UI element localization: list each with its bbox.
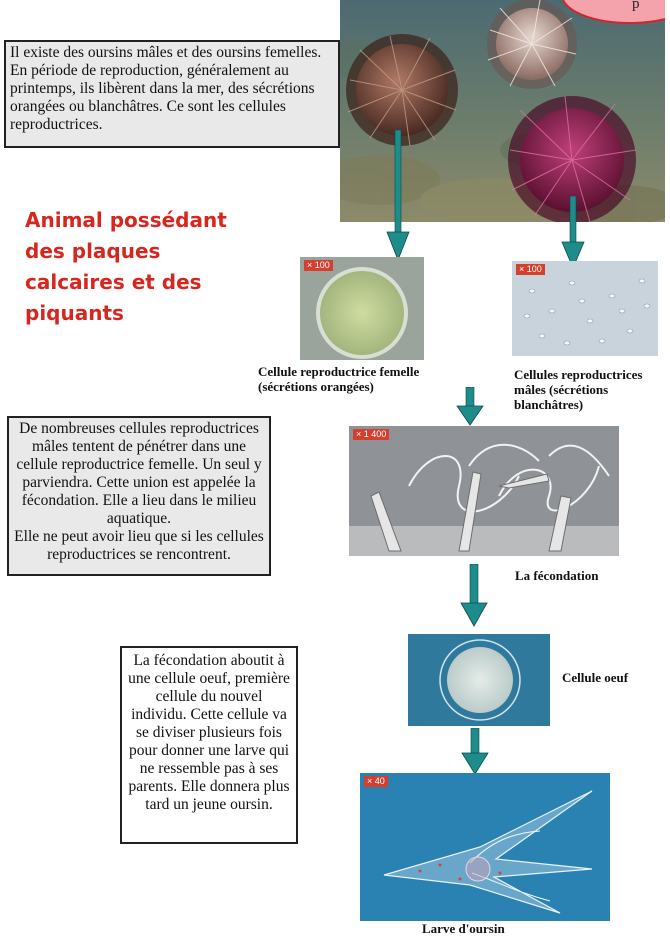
fertilization-text-box: [7, 416, 271, 576]
intro-text: Il existe des oursins mâles et des oursins femelles. En période de reproduction, généralement au printemps, ils libèrent dans la mer, des sécrétions orangées ou blanchâtres. Ce sont les cellules reproductrices.: [10, 44, 322, 133]
female-cell-caption: Cellule reproductrice femelle (sécrétions orangées): [258, 364, 420, 394]
heading-line-3: calcaires et des: [25, 270, 202, 294]
female-cell-photo: [300, 257, 424, 360]
sperm-cells-illustration: [512, 261, 658, 356]
larva-magnification: × 40: [364, 776, 388, 787]
female-magnification: × 100: [304, 260, 333, 271]
male-magnification: × 100: [516, 264, 545, 275]
intro-text-box: [4, 40, 340, 148]
pale-urchin: [487, 0, 577, 89]
egg-caption: Cellule oeuf: [562, 670, 629, 685]
egg-cell-drawing: [408, 634, 550, 726]
egg-cell-illustration: [300, 257, 424, 360]
larva-photo: [360, 773, 610, 921]
egg-cell-photo: [408, 634, 550, 726]
animal-heading: [25, 205, 227, 329]
fertilization-photo: [349, 426, 619, 556]
fertilization-magnification: × 1 400: [353, 429, 389, 440]
fertilization-caption: La fécondation: [515, 568, 599, 583]
egg-text: La fécondation aboutit à une cellule oeuf, première cellule du nouvel individu. Cette cellule va se diviser plusieurs fois pour donner une larve qui ne ressemble pas à ses parents. Elle donnera plus tard un jeune oursin.: [128, 652, 290, 813]
fertilization-text: De nombreuses cellules reproductrices mâles tentent de pénétrer dans une cellule reproductrice femelle. Un seul y parviendra. Cette union est appelée la fécondation. Elle a lieu dans le milieu aquatique.: [16, 420, 262, 527]
larva-illustration: [360, 773, 610, 921]
heading-line-2: des plaques: [25, 239, 161, 263]
male-cells-photo: [512, 261, 658, 356]
larva-caption: Larve d'oursin: [422, 921, 505, 936]
arrow-male-down: [561, 196, 585, 270]
arrow-female-down: [386, 130, 410, 262]
heading-line-1: Animal possédant: [25, 208, 227, 232]
egg-text-box: [120, 646, 298, 844]
heading-line-4: piquants: [25, 301, 124, 325]
fertilization-text-2: Elle ne peut avoir lieu que si les cellules reproductrices se rencontrent.: [14, 528, 264, 563]
arrow-to-fertilization: [456, 387, 484, 427]
fertilization-illustration: [349, 426, 619, 556]
arrow-to-egg: [460, 564, 488, 628]
arrow-to-larva: [461, 728, 489, 776]
male-cells-caption: Cellules reproductrices mâles (sécrétions blanchâtres): [514, 367, 643, 412]
badge-fragment: p: [632, 0, 640, 12]
